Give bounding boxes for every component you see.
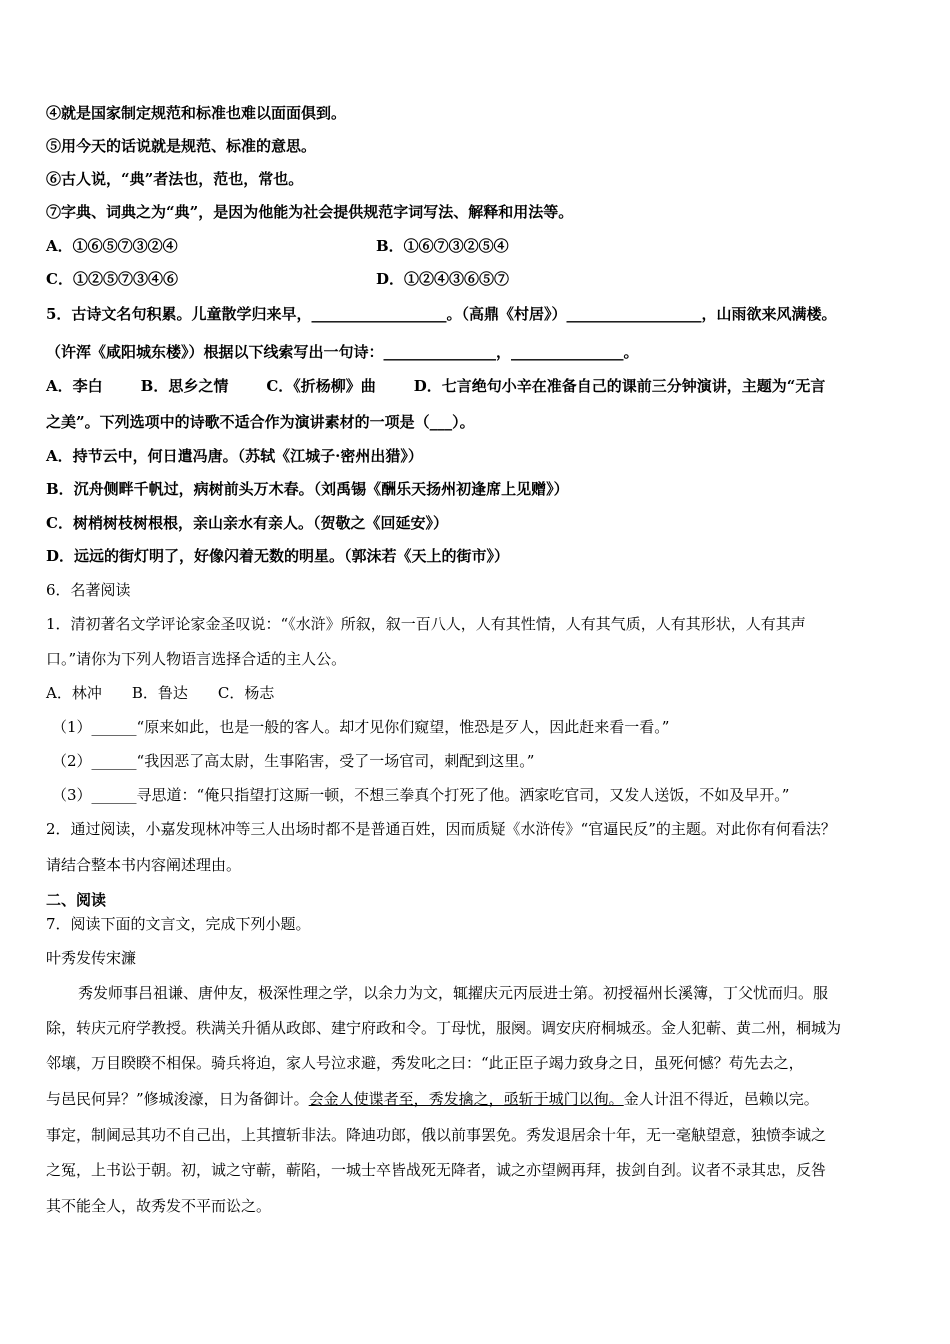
q6-p1-line-1: 1．清初著名文学评论家金圣叹说：“《水浒》所叙，叙一百八人，人有其性情，人有其气质，人有其形状，人有其声 xyxy=(46,615,806,633)
text-para-line-3: 邻壤，万目睽睽不相保。骑兵将迫，家人号泣求避，秀发叱之曰：“此正臣子竭力致身之日，虽死何憾？苟先去之， xyxy=(46,1054,804,1072)
q4-line-4: ④就是国家制定规范和标准也难以面面俱到。 xyxy=(46,104,347,122)
q5-line-2: （许浑《咸阳城东楼》）根据以下线索写出一句诗：_______________，_______________。 xyxy=(46,343,639,361)
q6-p2-line-2: 请结合整本书内容阐述理由。 xyxy=(46,856,242,874)
q4-line-5: ⑤用今天的话说就是规范、标准的意思。 xyxy=(46,137,317,155)
q5-line-3 xyxy=(46,376,825,396)
q4-line-7: ⑦字典、词典之为“典”，是因为他能为社会提供规范字词写法、解释和用法等。 xyxy=(46,203,574,221)
line4-pre: 与邑民何异？”修城浚濠，日为备御计。 xyxy=(46,1090,309,1108)
q4-option-b[interactable]: B．①⑥⑦③②⑤④ xyxy=(376,237,509,255)
q4-line-6: ⑥古人说，“典”者法也，范也，常也。 xyxy=(46,170,304,188)
q5-option-d[interactable]: D．七言绝句小辛在准备自己的课前三分钟演讲，主题为“无言 xyxy=(413,377,826,395)
q7-prompt: 7．阅读下面的文言文，完成下列小题。 xyxy=(46,915,311,933)
text-para-line-1: 秀发师事吕祖谦、唐仲友，极深性理之学，以余力为文，辄擢庆元丙辰进士第。初授福州长溪簿，丁父忧而归。服 xyxy=(78,984,829,1002)
section-heading: 二、阅读 xyxy=(46,891,107,909)
text-para-line-4 xyxy=(46,1089,819,1109)
q5-option-c[interactable]: C．《折杨柳》曲 xyxy=(266,377,376,395)
q6-options: A．林冲 B．鲁达 C．杨志 xyxy=(46,684,275,702)
text-para-line-6: 之冤，上书讼于朝。初，诚之守蕲，蕲陷，一城士卒皆战死无降者，诚之亦望阙再拜，拔剑自刭。议者不录其忠，反咎 xyxy=(46,1161,827,1179)
q4-option-c[interactable]: C．①②⑤⑦③④⑥ xyxy=(46,270,178,288)
q6-title: 6．名著阅读 xyxy=(46,581,131,599)
q6-item-3: （3）______寻思道：“俺只指望打这厮一顿，不想三拳真个打死了他。洒家吃官司，又发人送饭，不如及早开。” xyxy=(52,786,790,804)
text-title: 叶秀发传宋濂 xyxy=(46,949,137,967)
q6-item-2: （2）______“我因恶了高太尉，生事陷害，受了一场官司，刺配到这里。” xyxy=(52,752,535,770)
q5-line-1: 5．古诗文名句积累。儿童散学归来早，__________________。（高鼎《村居》）__________________，山雨欲来风满楼。 xyxy=(46,305,837,323)
q5-choice-a[interactable]: A．持节云中，何日遣冯唐。（苏轼《江城子·密州出猎》） xyxy=(46,447,423,465)
q4-option-a[interactable]: A．①⑥⑤⑦③②④ xyxy=(46,237,178,255)
q5-option-b[interactable]: B．思乡之情 xyxy=(140,377,229,395)
text-para-line-7: 其不能全人，故秀发不平而讼之。 xyxy=(46,1197,272,1215)
line4-post: 金人计沮不得近，邑赖以完。 xyxy=(623,1090,819,1108)
q4-option-d[interactable]: D．①②④③⑥⑤⑦ xyxy=(376,270,510,288)
q4-options-row-1 xyxy=(46,236,906,256)
q5-choice-b[interactable]: B．沉舟侧畔千帆过，病树前头万木春。（刘禹锡《酬乐天扬州初逢席上见赠》） xyxy=(46,480,569,498)
q6-p2-line-1: 2．通过阅读，小嘉发现林冲等三人出场时都不是普通百姓，因而质疑《水浒传》“官逼民反”的主题。对此你有何看法？ xyxy=(46,820,836,838)
q6-p1-line-2: 口。”请你为下列人物语言选择合适的主人公。 xyxy=(46,650,347,668)
q5-choice-d[interactable]: D．远远的街灯明了，好像闪着无数的明星。（郭沫若《天上的街市》） xyxy=(46,547,510,565)
q5-line-4: 之美”。下列选项中的诗歌不适合作为演讲素材的一项是（___）。 xyxy=(46,413,475,431)
q5-option-a[interactable]: A．李白 xyxy=(46,377,103,395)
text-para-line-5: 事定，制阃忌其功不自己出，上其擅斩非法。降迪功郎，俄以前事罢免。秀发退居余十年，无一毫觖望意，独愤李诚之 xyxy=(46,1126,827,1144)
q5-choice-c[interactable]: C．树梢树枝树根根，亲山亲水有亲人。（贺敬之《回延安》） xyxy=(46,514,448,532)
text-para-line-2: 除，转庆元府学教授。秩满关升循从政郎、建宁府政和令。丁母忧，服阕。调安庆府桐城丞。金人犯蕲、黄二州，桐城为 xyxy=(46,1019,842,1037)
underlined-sentence: 会金人使谍者至，秀发擒之，亟斩于城门以徇。 xyxy=(308,1090,624,1108)
q6-item-1: （1）______“原来如此，也是一般的客人。却才见你们窥望，惟恐是歹人，因此赶来看一看。” xyxy=(52,718,670,736)
q4-options-row-2 xyxy=(46,269,906,289)
